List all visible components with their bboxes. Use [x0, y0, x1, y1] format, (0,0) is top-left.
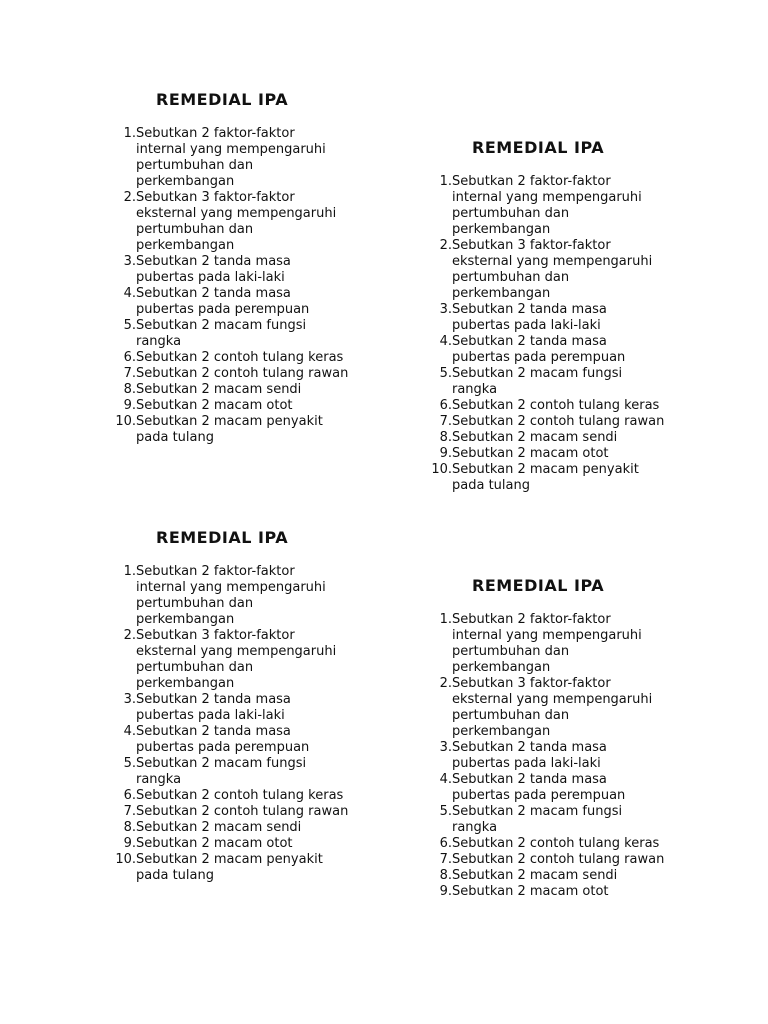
list-item [424, 804, 724, 836]
item-number: 1. [123, 564, 136, 579]
question-list [424, 612, 724, 900]
item-text: Sebutkan 3 faktor-faktor eksternal yang mempengaruhi pertumbuhan dan perkembangan [452, 676, 653, 739]
item-text: Sebutkan 2 macam otot [136, 398, 293, 413]
item-number: 10. [431, 462, 452, 477]
item-text: Sebutkan 3 faktor-faktor eksternal yang mempengaruhi pertumbuhan dan perkembangan [136, 628, 337, 691]
list-item [108, 788, 408, 804]
item-number: 2. [123, 628, 136, 643]
item-number: 8. [123, 382, 136, 397]
item-text: Sebutkan 2 contoh tulang rawan [136, 366, 349, 381]
item-number: 2. [439, 676, 452, 691]
list-item [108, 398, 408, 414]
list-item [108, 628, 408, 692]
item-text: Sebutkan 2 macam sendi [136, 820, 302, 835]
item-text: Sebutkan 2 macam fungsi rangka [452, 366, 623, 397]
item-number: 6. [439, 398, 452, 413]
question-list [108, 126, 408, 446]
item-number: 10. [115, 852, 136, 867]
list-item [108, 286, 408, 318]
item-number: 8. [439, 430, 452, 445]
item-number: 1. [439, 612, 452, 627]
list-item [108, 254, 408, 286]
list-item [108, 692, 408, 724]
item-text: Sebutkan 2 macam sendi [452, 868, 618, 883]
item-text: Sebutkan 2 tanda masa pubertas pada perempuan [136, 724, 310, 755]
item-number: 3. [439, 302, 452, 317]
remedial-block-1 [108, 90, 408, 446]
item-number: 7. [123, 804, 136, 819]
item-number: 4. [439, 772, 452, 787]
item-text: Sebutkan 2 tanda masa pubertas pada perempuan [452, 334, 626, 365]
list-item [424, 414, 724, 430]
item-text: Sebutkan 2 contoh tulang rawan [452, 852, 665, 867]
item-number: 6. [439, 836, 452, 851]
item-number: 10. [115, 414, 136, 429]
item-text: Sebutkan 2 macam penyakit pada tulang [452, 462, 639, 493]
item-number: 1. [123, 126, 136, 141]
item-number: 7. [439, 852, 452, 867]
item-text: Sebutkan 2 faktor-faktor internal yang mempengaruhi pertumbuhan dan perkembangan [452, 174, 642, 237]
item-text: Sebutkan 2 tanda masa pubertas pada perempuan [452, 772, 626, 803]
list-item [108, 190, 408, 254]
item-text: Sebutkan 2 contoh tulang rawan [452, 414, 665, 429]
item-text: Sebutkan 3 faktor-faktor eksternal yang mempengaruhi pertumbuhan dan perkembangan [136, 190, 337, 253]
block-title: REMEDIAL IPA [156, 90, 289, 109]
list-item [424, 174, 724, 238]
list-item [424, 430, 724, 446]
item-text: Sebutkan 2 macam sendi [136, 382, 302, 397]
remedial-block-4 [424, 576, 724, 900]
list-item [424, 302, 724, 334]
item-number: 2. [439, 238, 452, 253]
item-text: Sebutkan 2 contoh tulang keras [136, 788, 344, 803]
list-item [108, 804, 408, 820]
item-text: Sebutkan 2 macam fungsi rangka [136, 756, 307, 787]
list-item [424, 238, 724, 302]
list-item [424, 398, 724, 414]
remedial-block-3 [108, 528, 408, 884]
item-number: 3. [123, 692, 136, 707]
remedial-block-2 [424, 138, 724, 494]
list-item [108, 414, 408, 446]
block-title: REMEDIAL IPA [156, 528, 289, 547]
item-text: Sebutkan 2 macam otot [452, 446, 609, 461]
block-title: REMEDIAL IPA [472, 576, 605, 595]
item-number: 7. [439, 414, 452, 429]
item-text: Sebutkan 2 tanda masa pubertas pada laki-laki [136, 692, 291, 723]
item-number: 4. [123, 724, 136, 739]
item-text: Sebutkan 3 faktor-faktor eksternal yang mempengaruhi pertumbuhan dan perkembangan [452, 238, 653, 301]
item-number: 6. [123, 788, 136, 803]
list-item [108, 724, 408, 756]
item-number: 8. [123, 820, 136, 835]
list-item [108, 382, 408, 398]
list-item [108, 126, 408, 190]
list-item [108, 836, 408, 852]
item-text: Sebutkan 2 tanda masa pubertas pada laki-laki [136, 254, 291, 285]
list-item [108, 366, 408, 382]
item-number: 9. [123, 398, 136, 413]
item-text: Sebutkan 2 faktor-faktor internal yang mempengaruhi pertumbuhan dan perkembangan [136, 564, 326, 627]
item-number: 5. [123, 756, 136, 771]
item-text: Sebutkan 2 contoh tulang rawan [136, 804, 349, 819]
question-list [424, 174, 724, 494]
item-number: 6. [123, 350, 136, 365]
list-item [424, 366, 724, 398]
item-number: 7. [123, 366, 136, 381]
list-item [108, 318, 408, 350]
item-text: Sebutkan 2 macam fungsi rangka [136, 318, 307, 349]
list-item [108, 852, 408, 884]
item-number: 3. [123, 254, 136, 269]
list-item [424, 868, 724, 884]
question-list [108, 564, 408, 884]
item-number: 3. [439, 740, 452, 755]
list-item [424, 446, 724, 462]
list-item [424, 772, 724, 804]
item-text: Sebutkan 2 faktor-faktor internal yang mempengaruhi pertumbuhan dan perkembangan [136, 126, 326, 189]
list-item [108, 350, 408, 366]
item-text: Sebutkan 2 tanda masa pubertas pada perempuan [136, 286, 310, 317]
item-number: 8. [439, 868, 452, 883]
item-number: 9. [439, 446, 452, 461]
item-text: Sebutkan 2 tanda masa pubertas pada laki-laki [452, 302, 607, 333]
item-number: 9. [123, 836, 136, 851]
item-text: Sebutkan 2 macam otot [136, 836, 293, 851]
item-text: Sebutkan 2 macam otot [452, 884, 609, 899]
list-item [108, 564, 408, 628]
item-text: Sebutkan 2 contoh tulang keras [452, 398, 660, 413]
item-number: 5. [439, 804, 452, 819]
list-item [424, 612, 724, 676]
item-text: Sebutkan 2 macam fungsi rangka [452, 804, 623, 835]
item-number: 4. [439, 334, 452, 349]
list-item [424, 852, 724, 868]
item-number: 1. [439, 174, 452, 189]
list-item [424, 334, 724, 366]
item-text: Sebutkan 2 tanda masa pubertas pada laki-laki [452, 740, 607, 771]
list-item [108, 820, 408, 836]
item-text: Sebutkan 2 macam penyakit pada tulang [136, 852, 323, 883]
list-item [424, 740, 724, 772]
item-number: 5. [439, 366, 452, 381]
list-item [424, 676, 724, 740]
item-number: 9. [439, 884, 452, 899]
item-number: 2. [123, 190, 136, 205]
item-text: Sebutkan 2 macam penyakit pada tulang [136, 414, 323, 445]
list-item [424, 462, 724, 494]
item-text: Sebutkan 2 macam sendi [452, 430, 618, 445]
list-item [424, 836, 724, 852]
list-item [424, 884, 724, 900]
item-text: Sebutkan 2 contoh tulang keras [452, 836, 660, 851]
item-text: Sebutkan 2 contoh tulang keras [136, 350, 344, 365]
item-number: 4. [123, 286, 136, 301]
item-text: Sebutkan 2 faktor-faktor internal yang mempengaruhi pertumbuhan dan perkembangan [452, 612, 642, 675]
block-title: REMEDIAL IPA [472, 138, 605, 157]
list-item [108, 756, 408, 788]
item-number: 5. [123, 318, 136, 333]
